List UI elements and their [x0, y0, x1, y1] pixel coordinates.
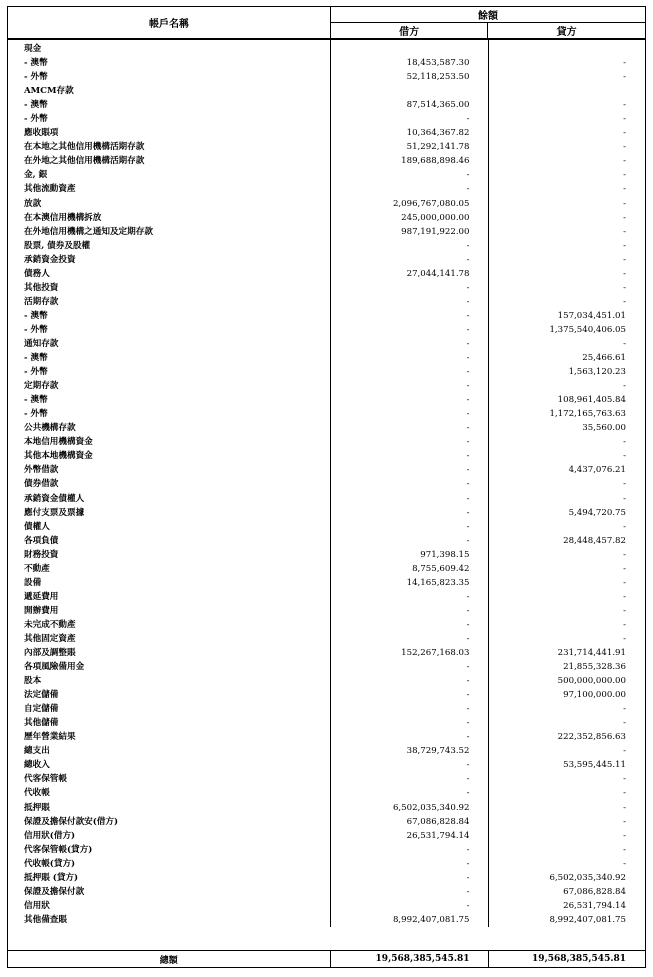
account-name-cell: - 外幣 — [8, 407, 330, 421]
debit-cell: 18,453,587.30 — [330, 56, 488, 70]
table-row — [8, 688, 645, 702]
table-row — [8, 772, 645, 786]
table-row — [8, 590, 645, 604]
table-row — [8, 140, 645, 154]
credit-cell: - — [623, 226, 626, 237]
account-name-cell: 遞延費用 — [8, 590, 330, 604]
table-row — [8, 182, 645, 196]
table-row — [8, 632, 645, 646]
table-row — [8, 548, 645, 562]
debit-cell: 2,096,767,080.05 — [330, 197, 488, 211]
credit-cell: 6,502,035,340.92 — [549, 872, 626, 883]
credit-cell: - — [623, 114, 626, 125]
debit-cell: 987,191,922.00 — [330, 225, 488, 239]
debit-cell: 152,267,168.03 — [330, 646, 488, 660]
table-row — [8, 702, 645, 716]
debit-cell: - — [330, 716, 488, 730]
table-row — [8, 829, 645, 843]
debit-cell: 189,688,898.46 — [330, 154, 488, 168]
account-name-cell: - 澳幣 — [8, 393, 330, 407]
account-name-cell: 不動產 — [8, 562, 330, 576]
table-header — [8, 7, 645, 40]
credit-cell: - — [623, 268, 626, 279]
credit-cell: 4,437,076.21 — [568, 465, 626, 476]
credit-cell: - — [623, 128, 626, 139]
account-name-cell: 開辦費用 — [8, 604, 330, 618]
account-name-cell: 在外地之其他信用機構活期存款 — [8, 154, 330, 168]
debit-cell: 6,502,035,340.92 — [330, 801, 488, 815]
debit-cell: - — [330, 702, 488, 716]
total-row — [8, 950, 645, 967]
table-row — [8, 225, 645, 239]
table-row — [8, 421, 645, 435]
table-row — [8, 365, 645, 379]
account-name-cell: 債權人 — [8, 520, 330, 534]
credit-cell: - — [623, 142, 626, 153]
table-row — [8, 758, 645, 772]
account-name-cell: - 澳幣 — [8, 351, 330, 365]
table-row — [8, 885, 645, 899]
debit-cell — [330, 84, 488, 98]
table-row — [8, 98, 645, 112]
account-name-cell: 保證及擔保付款 — [8, 885, 330, 899]
account-name-cell: 總收入 — [8, 758, 330, 772]
trial-balance-table — [7, 6, 646, 968]
debit-cell: - — [330, 112, 488, 126]
debit-cell: - — [330, 281, 488, 295]
credit-cell: - — [623, 437, 626, 448]
credit-cell: 35,560.00 — [582, 423, 626, 434]
account-name-cell: 外幣借款 — [8, 463, 330, 477]
credit-cell: 500,000,000.00 — [557, 676, 626, 687]
debit-cell: 10,364,367.82 — [330, 126, 488, 140]
debit-cell: - — [330, 365, 488, 379]
table-row — [8, 323, 645, 337]
account-name-cell: 代客保管帳 — [8, 772, 330, 786]
credit-cell: - — [623, 282, 626, 293]
debit-cell: - — [330, 463, 488, 477]
debit-cell: 8,992,407,081.75 — [330, 913, 488, 927]
debit-cell: - — [330, 407, 488, 421]
account-name-cell: 內部及調整賬 — [8, 646, 330, 660]
total-debit: 19,568,385,545.81 — [330, 951, 488, 968]
table-row — [8, 744, 645, 758]
debit-cell: - — [330, 477, 488, 491]
credit-cell: - — [623, 577, 626, 588]
table-row — [8, 295, 645, 309]
account-name-cell: 通知存款 — [8, 337, 330, 351]
credit-cell: 1,172,165,763.63 — [549, 409, 626, 420]
debit-cell: - — [330, 421, 488, 435]
debit-cell: 38,729,743.52 — [330, 744, 488, 758]
credit-cell: 5,494,720.75 — [568, 507, 626, 518]
credit-cell: - — [623, 338, 626, 349]
credit-cell: 1,375,540,406.05 — [549, 324, 626, 335]
debit-cell: - — [330, 379, 488, 393]
debit-cell: - — [330, 520, 488, 534]
table-row — [8, 604, 645, 618]
credit-cell: - — [623, 802, 626, 813]
credit-cell: 28,448,457.82 — [563, 535, 626, 546]
debit-cell: 52,118,253.50 — [330, 70, 488, 84]
account-name-cell: 抵押賬 (貸方) — [8, 871, 330, 885]
credit-cell: - — [623, 844, 626, 855]
debit-cell: - — [330, 182, 488, 196]
debit-cell: - — [330, 435, 488, 449]
credit-cell — [488, 84, 645, 98]
credit-cell: - — [623, 198, 626, 209]
account-name-cell: 信用狀 — [8, 899, 330, 913]
credit-cell: - — [623, 633, 626, 644]
debit-cell: 971,398.15 — [330, 548, 488, 562]
table-row — [8, 267, 645, 281]
debit-cell — [330, 40, 488, 56]
account-name-cell: - 澳幣 — [8, 98, 330, 112]
table-row — [8, 197, 645, 211]
account-name-cell: 本地信用機構資金 — [8, 435, 330, 449]
debit-cell: 8,755,609.42 — [330, 562, 488, 576]
credit-cell: 231,714,441.91 — [557, 648, 626, 659]
account-name-header: 帳戶名稱 — [8, 7, 331, 39]
debit-cell: - — [330, 758, 488, 772]
table-row — [8, 857, 645, 871]
debit-cell: - — [330, 534, 488, 548]
account-name-cell: 應收賬項 — [8, 126, 330, 140]
table-row — [8, 843, 645, 857]
credit-cell: - — [623, 619, 626, 630]
table-row — [8, 815, 645, 829]
table-row — [8, 281, 645, 295]
credit-cell: 8,992,407,081.75 — [549, 914, 626, 925]
table-row — [8, 506, 645, 520]
total-credit: 19,568,385,545.81 — [488, 951, 645, 968]
table-row — [8, 351, 645, 365]
credit-cell: - — [623, 605, 626, 616]
account-name-cell: 其他流動資產 — [8, 182, 330, 196]
table-row — [8, 646, 645, 660]
account-name-cell: 自定儲備 — [8, 702, 330, 716]
table-row — [8, 786, 645, 800]
debit-cell: - — [330, 632, 488, 646]
debit-cell: - — [330, 492, 488, 506]
credit-cell: - — [623, 830, 626, 841]
account-name-cell: 承銷資金債權人 — [8, 492, 330, 506]
table-row — [8, 70, 645, 84]
table-row — [8, 239, 645, 253]
credit-cell: - — [623, 591, 626, 602]
account-name-cell: 其他本地機構資金 — [8, 449, 330, 463]
account-name-cell: 其他投資 — [8, 281, 330, 295]
table-row — [8, 84, 645, 98]
account-name-cell: 總支出 — [8, 744, 330, 758]
account-name-cell: 各項風險備用金 — [8, 660, 330, 674]
debit-cell: 87,514,365.00 — [330, 98, 488, 112]
credit-cell: 67,086,828.84 — [563, 886, 626, 897]
table-row — [8, 449, 645, 463]
debit-cell: - — [330, 843, 488, 857]
account-name-cell: 其他固定資產 — [8, 632, 330, 646]
credit-cell: 25,466.61 — [582, 353, 626, 364]
table-row — [8, 393, 645, 407]
account-name-cell: - 外幣 — [8, 112, 330, 126]
table-row — [8, 520, 645, 534]
credit-cell: - — [623, 549, 626, 560]
credit-cell: - — [623, 521, 626, 532]
table-row — [8, 716, 645, 730]
account-name-cell: 金, 銀 — [8, 168, 330, 182]
table-row — [8, 801, 645, 815]
table-row — [8, 674, 645, 688]
table-row — [8, 576, 645, 590]
table-row — [8, 435, 645, 449]
debit-cell: - — [330, 730, 488, 744]
credit-cell: 97,100,000.00 — [563, 690, 626, 701]
account-name-cell: - 外幣 — [8, 323, 330, 337]
account-name-cell: 現金 — [8, 40, 330, 56]
account-name-cell: 承銷資金投資 — [8, 253, 330, 267]
debit-cell: 26,531,794.14 — [330, 829, 488, 843]
account-name-cell: - 澳幣 — [8, 56, 330, 70]
table-row — [8, 534, 645, 548]
debit-cell: - — [330, 857, 488, 871]
debit-header: 借方 — [331, 23, 488, 40]
debit-cell: - — [330, 506, 488, 520]
account-name-cell: AMCM存款 — [8, 84, 330, 98]
credit-cell — [488, 40, 645, 56]
credit-cell: 108,961,405.84 — [557, 395, 626, 406]
credit-header: 貸方 — [488, 23, 645, 40]
account-name-cell: 未完成不動產 — [8, 618, 330, 632]
credit-cell: - — [623, 451, 626, 462]
credit-cell: - — [623, 254, 626, 265]
table-row — [8, 253, 645, 267]
table-row — [8, 730, 645, 744]
table-row — [8, 913, 645, 927]
table-row — [8, 492, 645, 506]
account-name-cell: 歷年營業結果 — [8, 730, 330, 744]
credit-cell: - — [623, 858, 626, 869]
account-name-cell: 活期存款 — [8, 295, 330, 309]
credit-cell: - — [623, 58, 626, 69]
credit-cell: - — [623, 296, 626, 307]
credit-cell: - — [623, 718, 626, 729]
account-name-cell: 法定儲備 — [8, 688, 330, 702]
credit-cell: - — [623, 381, 626, 392]
table-row — [8, 407, 645, 421]
debit-cell: - — [330, 618, 488, 632]
account-name-cell: 各項負債 — [8, 534, 330, 548]
account-name-cell: 信用狀(借方) — [8, 829, 330, 843]
account-name-cell: 放款 — [8, 197, 330, 211]
credit-cell: - — [623, 240, 626, 251]
table-row — [8, 154, 645, 168]
credit-cell: - — [623, 170, 626, 181]
account-name-cell: 設備 — [8, 576, 330, 590]
debit-cell: - — [330, 253, 488, 267]
table-row — [8, 309, 645, 323]
table-row — [8, 618, 645, 632]
debit-cell: 67,086,828.84 — [330, 815, 488, 829]
debit-cell: - — [330, 660, 488, 674]
debit-cell: - — [330, 295, 488, 309]
debit-cell: 245,000,000.00 — [330, 211, 488, 225]
table-body — [8, 40, 645, 927]
account-name-cell: 股本 — [8, 674, 330, 688]
credit-cell: - — [623, 184, 626, 195]
account-name-cell: 在本澳信用機構拆放 — [8, 211, 330, 225]
table-row — [8, 211, 645, 225]
table-row — [8, 562, 645, 576]
debit-cell: - — [330, 871, 488, 885]
credit-cell: - — [623, 816, 626, 827]
debit-cell: - — [330, 168, 488, 182]
account-name-cell: 在外地信用機構之通知及定期存款 — [8, 225, 330, 239]
credit-cell: - — [623, 493, 626, 504]
table-row — [8, 112, 645, 126]
table-row — [8, 379, 645, 393]
account-name-cell: 在本地之其他信用機構活期存款 — [8, 140, 330, 154]
table-row — [8, 477, 645, 491]
table-row — [8, 56, 645, 70]
account-name-cell: 代收帳 — [8, 786, 330, 800]
account-name-cell: 其他備查賬 — [8, 913, 330, 927]
debit-cell: - — [330, 323, 488, 337]
table-row — [8, 899, 645, 913]
debit-cell: - — [330, 449, 488, 463]
debit-cell: - — [330, 688, 488, 702]
debit-cell: - — [330, 604, 488, 618]
table-row — [8, 126, 645, 140]
table-row — [8, 40, 645, 56]
account-name-cell: 債務人 — [8, 267, 330, 281]
credit-cell: - — [623, 788, 626, 799]
account-name-cell: 抵押賬 — [8, 801, 330, 815]
account-name-cell: 公共機構存款 — [8, 421, 330, 435]
credit-cell: - — [623, 479, 626, 490]
table-row — [8, 660, 645, 674]
credit-cell: - — [623, 704, 626, 715]
debit-cell: - — [330, 309, 488, 323]
table-row — [8, 168, 645, 182]
account-name-cell: 股票, 債券及股權 — [8, 239, 330, 253]
debit-cell: - — [330, 239, 488, 253]
debit-cell: - — [330, 885, 488, 899]
credit-cell: - — [623, 72, 626, 83]
credit-cell: - — [623, 746, 626, 757]
credit-cell: 157,034,451.01 — [557, 310, 626, 321]
credit-cell: - — [623, 100, 626, 111]
table-row — [8, 871, 645, 885]
account-name-cell: - 澳幣 — [8, 309, 330, 323]
credit-cell: 222,352,856.63 — [557, 732, 626, 743]
debit-cell: - — [330, 772, 488, 786]
account-name-cell: 應付支票及票據 — [8, 506, 330, 520]
credit-cell: 1,563,120.23 — [568, 367, 626, 378]
credit-cell: 26,531,794.14 — [563, 900, 626, 911]
debit-cell: - — [330, 899, 488, 913]
account-name-cell: 財務投資 — [8, 548, 330, 562]
debit-cell: - — [330, 351, 488, 365]
table-row — [8, 337, 645, 351]
debit-cell: - — [330, 674, 488, 688]
debit-cell: 27,044,141.78 — [330, 267, 488, 281]
debit-cell: - — [330, 590, 488, 604]
balance-header: 餘額 — [331, 7, 646, 23]
account-name-cell: - 外幣 — [8, 70, 330, 84]
debit-cell: 14,165,823.35 — [330, 576, 488, 590]
account-name-cell: 定期存款 — [8, 379, 330, 393]
credit-cell: - — [623, 563, 626, 574]
credit-cell: 53,595,445.11 — [563, 760, 626, 771]
debit-cell: - — [330, 337, 488, 351]
credit-cell: - — [623, 774, 626, 785]
credit-cell: - — [623, 212, 626, 223]
credit-cell: - — [623, 156, 626, 167]
account-name-cell: 債券借款 — [8, 477, 330, 491]
account-name-cell: 代客保管帳(貸方) — [8, 843, 330, 857]
debit-cell: 51,292,141.78 — [330, 140, 488, 154]
total-label: 總額 — [8, 951, 330, 968]
debit-cell: - — [330, 786, 488, 800]
account-name-cell: 其他儲備 — [8, 716, 330, 730]
credit-cell: 21,855,328.36 — [563, 662, 626, 673]
account-name-cell: 代收帳(貸方) — [8, 857, 330, 871]
account-name-cell: - 外幣 — [8, 365, 330, 379]
debit-cell: - — [330, 393, 488, 407]
account-name-cell: 保證及擔保付款安(借方) — [8, 815, 330, 829]
table-row — [8, 463, 645, 477]
